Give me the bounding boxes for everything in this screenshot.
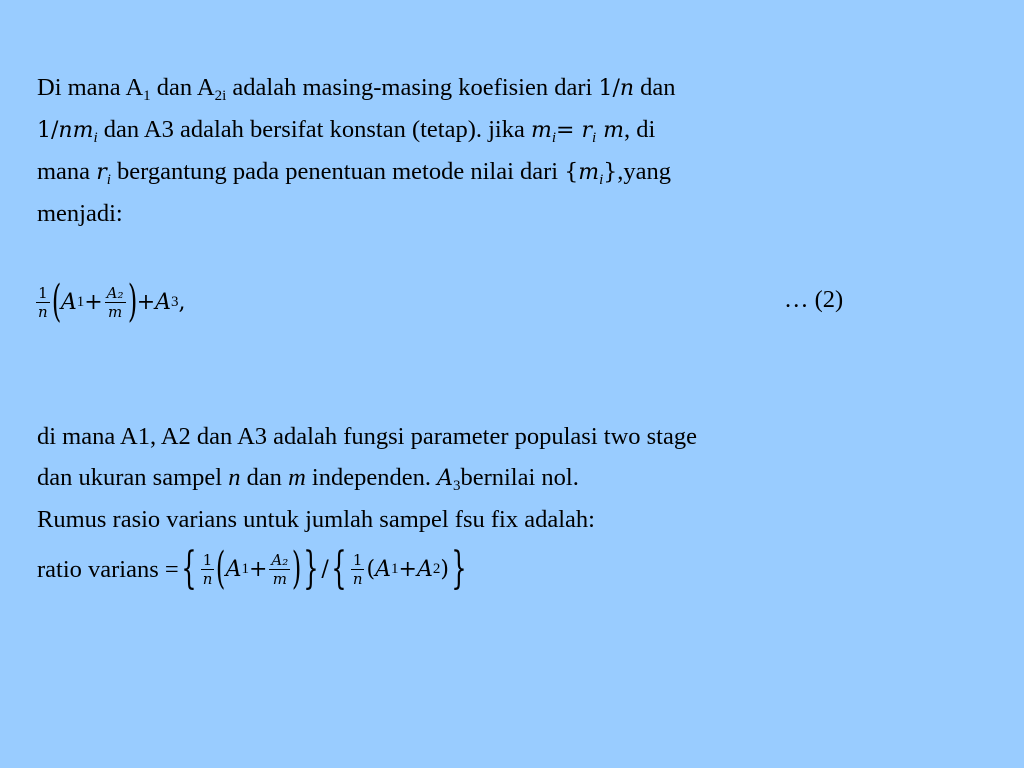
text: dan [634, 74, 676, 101]
subscript: i [551, 130, 557, 146]
math-var: r [96, 160, 107, 185]
slash: / [321, 556, 329, 582]
text: mana [37, 158, 97, 185]
subscript: i [106, 172, 111, 188]
paragraph-1 [37, 67, 987, 234]
p2-line-1: di mana A1, A2 dan A3 adalah fungsi parameter populasi two stage [37, 423, 697, 450]
denominator: m [107, 302, 123, 321]
text: dan [240, 464, 289, 491]
numerator: 1 [38, 283, 48, 302]
math-var: m [531, 118, 552, 143]
plus: + [398, 556, 417, 582]
fraction-1-over-n [201, 551, 215, 588]
text: independen. [305, 464, 438, 491]
subscript: i [93, 130, 98, 146]
plus: + [248, 556, 268, 582]
text: dan A3 adalah bersifat konstan (tetap). jika [97, 116, 531, 143]
subscript: i [592, 130, 597, 146]
equation-number: … (2) [784, 286, 844, 313]
p1-line-3 [37, 151, 987, 193]
subscript: 2i [214, 88, 227, 104]
numerator: A₂ [106, 283, 124, 302]
math: { [564, 160, 579, 185]
denominator: n [202, 569, 213, 588]
math-var: A [375, 556, 391, 582]
numerator: 1 [352, 550, 363, 569]
text: , di [624, 116, 656, 143]
math-var: m [596, 118, 625, 143]
denominator: m [272, 569, 287, 588]
left-paren: ( [366, 556, 376, 582]
italic-var: m [288, 464, 306, 491]
fraction-1-over-n [351, 551, 365, 588]
p1-line-4 [37, 193, 987, 234]
equation-2: $\frac{1}{n}$ ( A 1 + $\frac{\text{A₂}}{m}$ ) + A 3 , [38, 276, 186, 327]
fraction-1-over-n [36, 284, 50, 321]
subscript: 1 [143, 88, 151, 104]
right-paren: ) [127, 276, 137, 327]
left-paren: ( [51, 276, 61, 327]
math-var: A [416, 556, 433, 582]
math-var: A [225, 556, 242, 582]
p2-line-2 [37, 457, 987, 499]
math-var: nm [58, 118, 94, 143]
math: 1/ [37, 118, 59, 143]
paragraph-2 [37, 416, 987, 594]
left-brace: { [331, 543, 347, 594]
math-var: A [437, 466, 453, 491]
text: menjadi: [37, 200, 123, 227]
right-paren: ) [292, 543, 302, 594]
fraction-a2-over-m [105, 284, 126, 321]
ratio-formula: ratio varians = { $\frac{1}{n}$ ( A 1 + $\frac{\text{A₂}}{m}$ ) } / { $\frac{1}{n}$ ( A 1 + A 2 ) } [37, 543, 467, 594]
text: Di mana A [37, 74, 144, 101]
denominator: n [38, 302, 48, 321]
fraction-a2-over-m [269, 551, 290, 588]
text: bergantung pada penentuan metode nilai dari [110, 158, 565, 185]
right-brace: } [451, 543, 467, 594]
math: } [603, 160, 618, 185]
italic-var: n [228, 464, 241, 491]
left-paren: ( [216, 543, 226, 594]
right-paren: ) [440, 556, 449, 582]
math-var: n [619, 76, 635, 101]
plus: + [84, 289, 103, 315]
comma: , [178, 289, 186, 315]
text: dan ukuran sampel [37, 464, 229, 491]
math-var: A [60, 289, 77, 315]
text: bernilai nol. [460, 464, 579, 491]
plus: + [136, 289, 156, 315]
p1-line-1 [37, 67, 987, 109]
math: 1/ [598, 76, 620, 101]
text: adalah masing-masing koefisien dari [226, 74, 599, 101]
text: ,yang [617, 158, 672, 185]
p2-line-3: Rumus rasio varians untuk jumlah sampel fsu fix adalah: [37, 506, 595, 533]
numerator: A₂ [271, 550, 289, 569]
denominator: n [352, 569, 363, 588]
text: dan A [150, 74, 215, 101]
numerator: 1 [202, 550, 213, 569]
math-var: r [581, 118, 593, 143]
math-var: A [155, 289, 172, 315]
text: ratio varians = [37, 555, 179, 583]
math-var: m [578, 160, 600, 185]
subscript: i [599, 172, 604, 188]
right-brace: } [303, 543, 320, 594]
subscript: 3 [452, 478, 461, 494]
math: = [556, 118, 582, 143]
left-brace: { [181, 543, 197, 594]
p1-line-2 [37, 109, 987, 151]
